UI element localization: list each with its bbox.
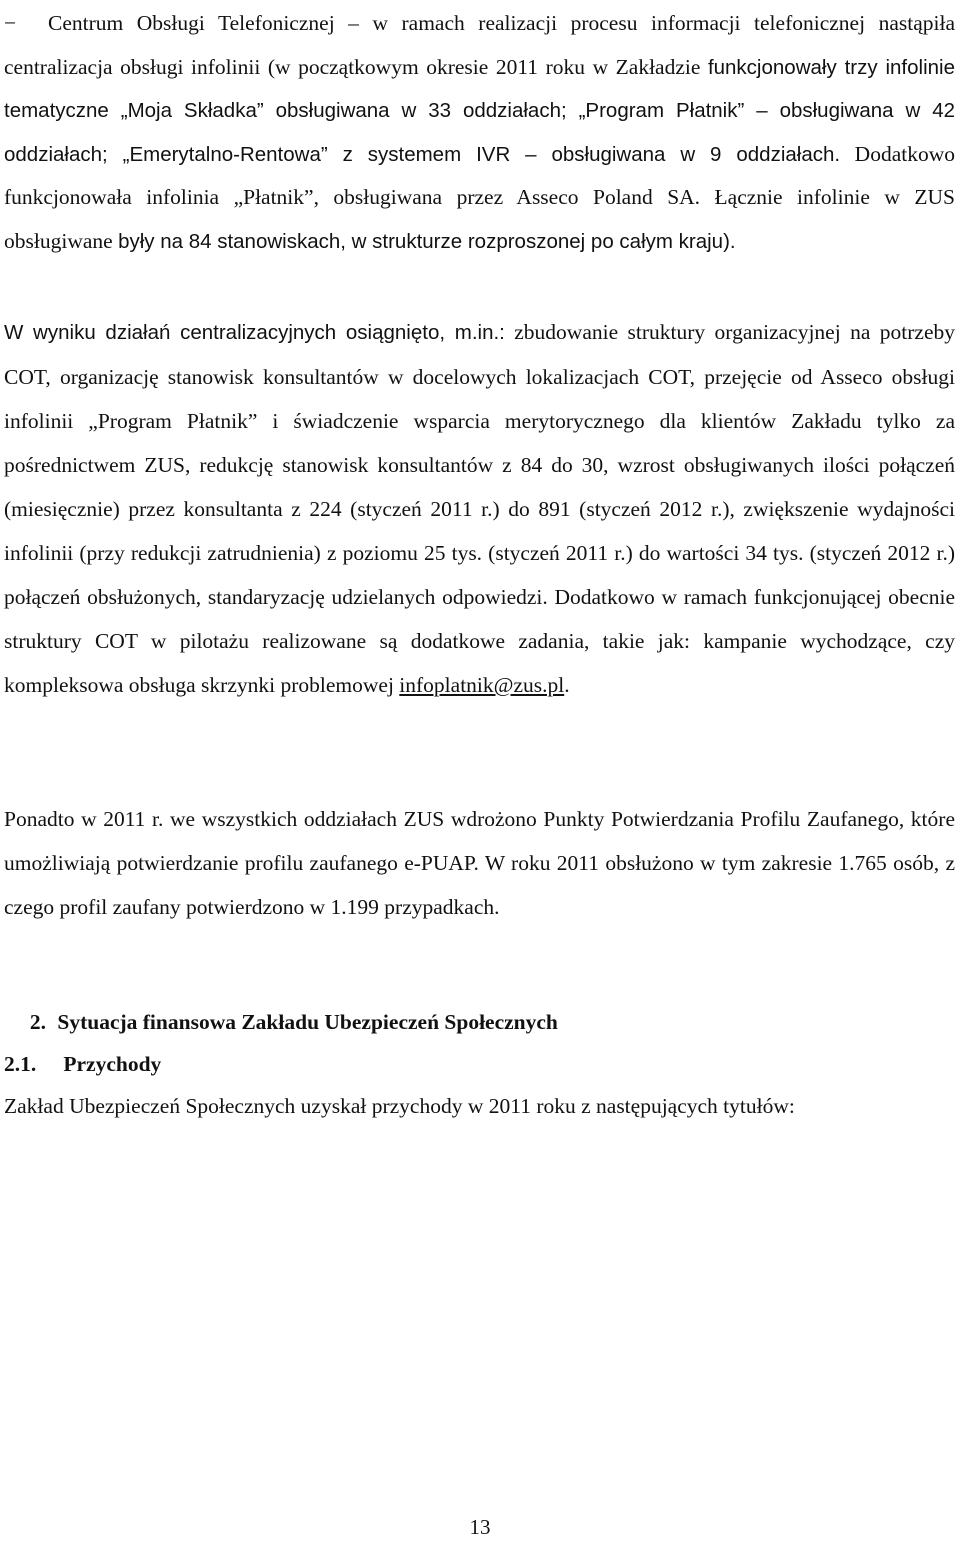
bullet-item-cot xyxy=(4,2,955,264)
email-link[interactable]: infoplatnik@zus.pl xyxy=(399,673,565,697)
section-title: Sytuacja finansowa Zakładu Ubezpieczeń Społecznych xyxy=(57,1010,558,1034)
paragraph-end: . xyxy=(564,673,570,697)
bullet-text-part2: Dodatkowo funkcjonowała infolinia „Płatnik”, obsługiwana przez Asseco Poland SA. Łącznie infolinie w ZUS obsługiwane xyxy=(4,141,956,253)
bullet-text-sans-part2: były na 84 stanowiskach, w strukturze rozproszonej po całym kraju). xyxy=(118,229,736,253)
bullet-text-sans-part: funkcjonowały trzy infolinie tematyczne „Moja Składka” obsługiwana w 33 oddziałach; „Program Płatnik” – obsługiwana w 42 oddziałach; „Emerytalno-Rentowa” z systemem IVR – obsługiwana w 9 oddziałach. xyxy=(4,55,955,166)
paragraph-trusted-profile: Ponadto w 2011 r. we wszystkich oddziałach ZUS wdrożono Punkty Potwierdzania Profilu Zaufanego, które umożliwiają potwierdzanie profilu zaufanego e-PUAP. W roku 2011 obsłużono w tym zakresie 1.765 osób, z czego profil zaufany potwierdzono w 1.199 przypadkach. xyxy=(4,807,955,919)
paragraph-centralization xyxy=(4,310,955,707)
bullet-text xyxy=(4,2,955,264)
paragraph-revenue-intro: Zakład Ubezpieczeń Społecznych uzyskał przychody w 2011 roku z następujących tytułów: xyxy=(4,1094,795,1118)
paragraph-intro: W wyniku działań centralizacyjnych osiągnięto, m.in.: xyxy=(4,321,505,344)
section-number: 2. xyxy=(29,1010,46,1034)
bullet-dash: − xyxy=(4,11,17,35)
bullet-text-part1: Centrum Obsługi Telefonicznej – w ramach realizacji procesu informacji telefonicznej nastąpiła centralizacja obsługi infolinii (w początkowym okresie 2011 roku w Zakładzie xyxy=(4,11,955,79)
paragraph-body: zbudowanie struktury organizacyjnej na potrzeby COT, organizację stanowisk konsultantów w docelowych lokalizacjach COT, przejęcie od Asseco obsługi infolinii „Program Płatnik” i świadczenie wsparcia merytorycznego dla klientów Zakładu tylko za pośrednictwem ZUS, redukcję stanowisk konsultantów z 84 do 30, wzrost obsługiwanych ilości połączeń (miesięcznie) przez konsultanta z 224 (styczeń 2011 r.) do 891 (styczeń 2012 r.), zwiększenie wydajności infolinii (przy redukcji zatrudnienia) z poziomu 25 tys. (styczeń 2011 r.) do wartości 34 tys. (styczeń 2012 r.) połączeń obsłużonych, standaryzację udzielanych odpowiedzi. Dodatkowo w ramach funkcjonującej obecnie struktury COT w pilotażu realizowane są dodatkowe zadania, takie jak: kampanie wychodzące, czy kompleksowa obsługa skrzynki problemowej xyxy=(4,320,955,697)
section-heading-2-1 xyxy=(4,1049,161,1079)
page-number: 13 xyxy=(469,1515,491,1539)
subsection-title: Przychody xyxy=(63,1052,162,1076)
subsection-number: 2.1. xyxy=(4,1052,37,1076)
section-heading-2 xyxy=(4,1007,558,1037)
